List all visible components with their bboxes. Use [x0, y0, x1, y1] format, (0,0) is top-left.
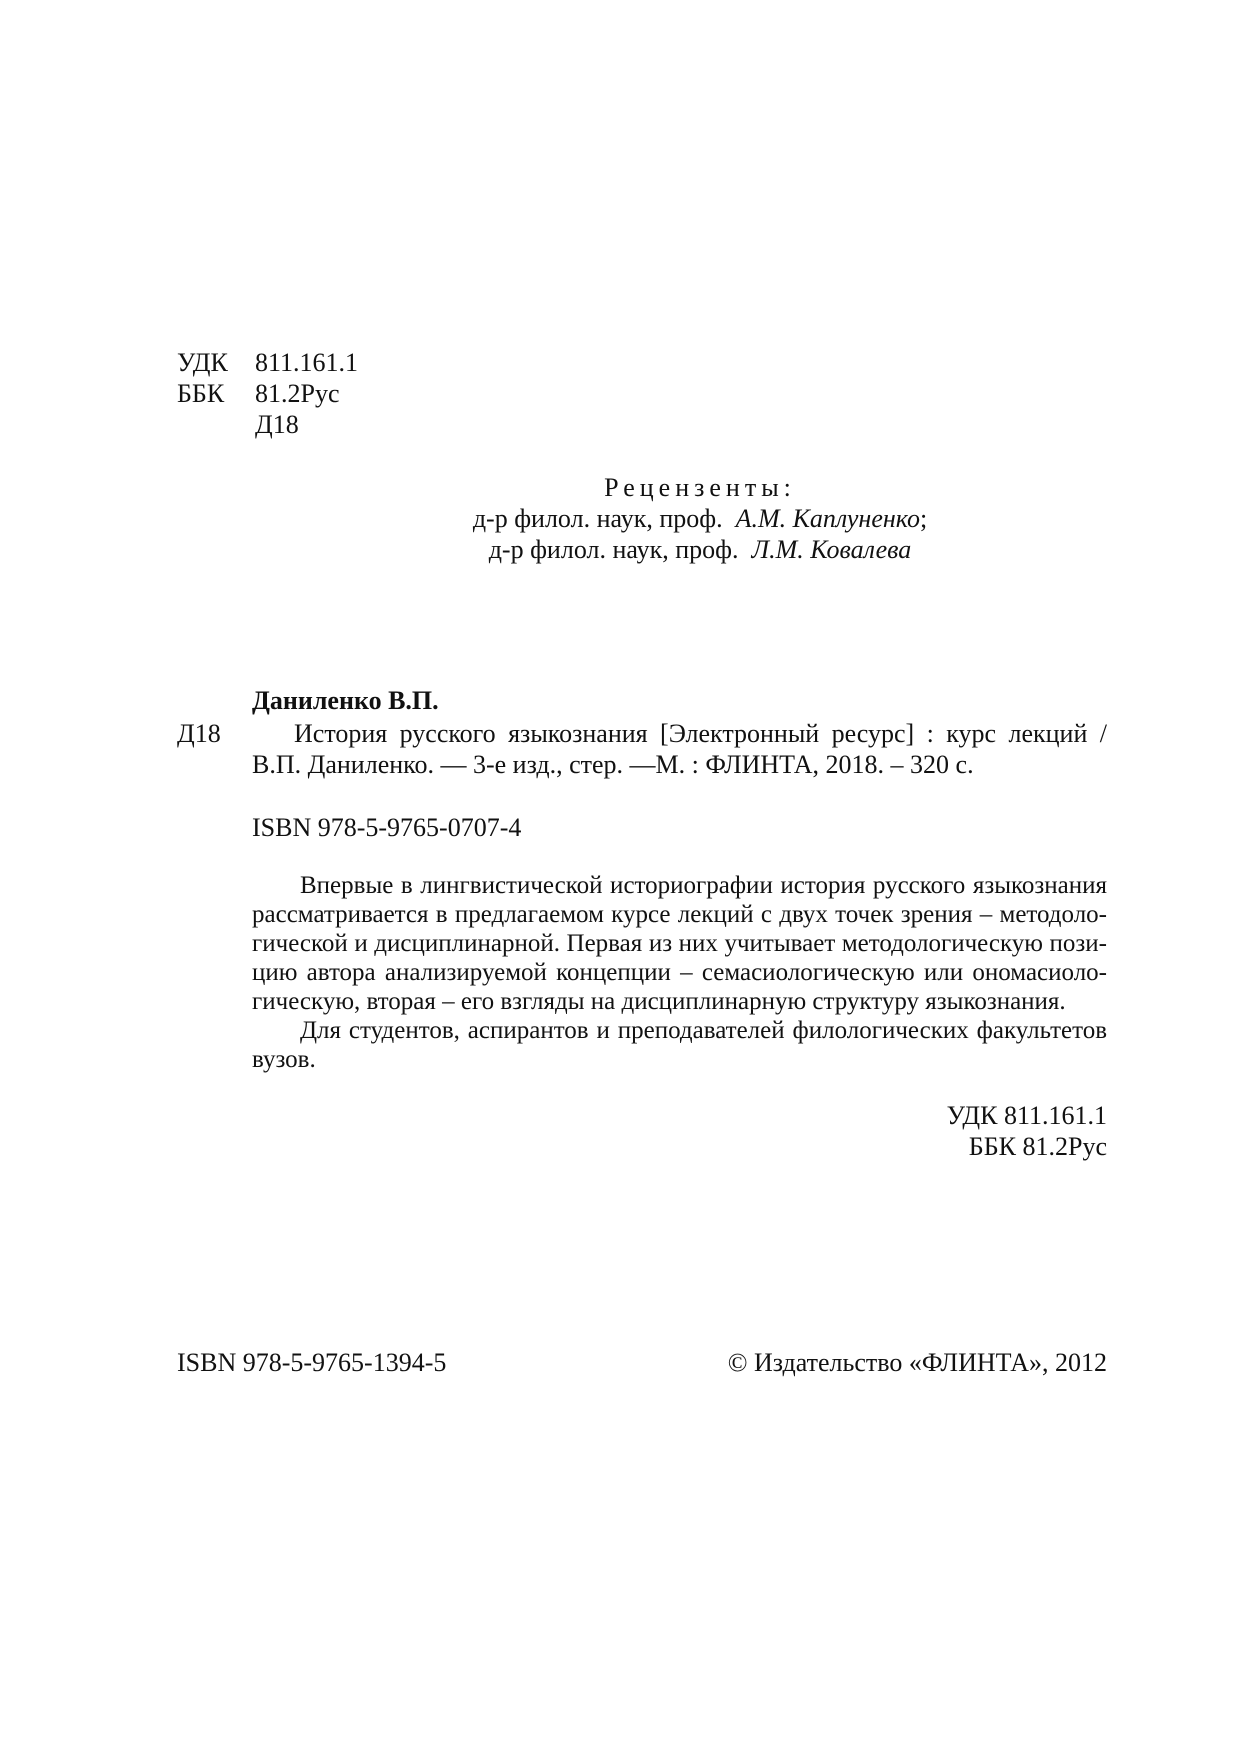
reviewer-2-title: д-р филол. наук, проф.: [488, 535, 739, 564]
bbk-bottom: ББК 81.2Рус: [968, 1132, 1107, 1161]
classification-top: [177, 347, 358, 440]
entry-author: Даниленко В.П.: [252, 686, 439, 715]
bbk-label: ББК: [177, 379, 225, 408]
udk-bottom: УДК 811.161.1: [946, 1101, 1107, 1130]
reviewer-2: [420, 534, 980, 565]
reviewer-1: [420, 503, 980, 534]
reviewers-block: [420, 472, 980, 565]
footer-isbn: ISBN 978-5-9765-1394-5: [177, 1348, 447, 1377]
annotation-line: гическую, вторая – его взгляды на дисциплинарную структуру языкознания.: [252, 988, 1066, 1015]
audience-line: вузов.: [252, 1046, 316, 1073]
udk-value: 811.161.1: [255, 348, 359, 377]
reviewers-heading: Рецензенты:: [604, 473, 796, 502]
bbk-row: [177, 378, 358, 409]
annotation-line: гической и дисциплинарной. Первая из них учитывает методологическую пози-: [252, 930, 1107, 957]
annotation-line: рассматривается в предлагаемом курсе лекций с двух точек зрения – методоло-: [252, 901, 1107, 928]
udk-row: [177, 347, 358, 378]
udk-label: УДК: [177, 348, 228, 377]
entry-isbn: ISBN 978-5-9765-0707-4: [252, 813, 522, 842]
reviewer-1-title: д-р филол. наук, проф.: [472, 504, 723, 533]
annotation-line: цию автора анализируемой концепции – семасиологическую или ономасиоло-: [252, 959, 1107, 986]
footer-copyright: © Издательство «ФЛИНТА», 2012: [727, 1348, 1107, 1377]
reviewer-1-suffix: ;: [919, 504, 928, 533]
entry-description: [252, 718, 1107, 780]
audience-line: Для студентов, аспирантов и преподавателей филологических факультетов: [300, 1017, 1107, 1044]
entry-line-1: История русского языкознания [Электронный ресурс] : курс лекций /: [294, 719, 1107, 748]
entry-code: Д18: [177, 719, 221, 748]
author-sign: Д18: [255, 410, 299, 439]
annotation: [252, 871, 1107, 1074]
bbk-value: 81.2Рус: [255, 379, 340, 408]
reviewer-2-name: Л.М. Ковалева: [751, 535, 912, 564]
annotation-line: Впервые в лингвистической историографии история русского языкознания: [300, 872, 1107, 899]
entry-line-2: В.П. Даниленко. — 3-е изд., стер. —М. : ФЛИНТА, 2018. – 320 с.: [252, 750, 974, 779]
classification-bottom: [900, 1100, 1107, 1162]
reviewer-1-name: А.М. Каплуненко: [735, 504, 920, 533]
